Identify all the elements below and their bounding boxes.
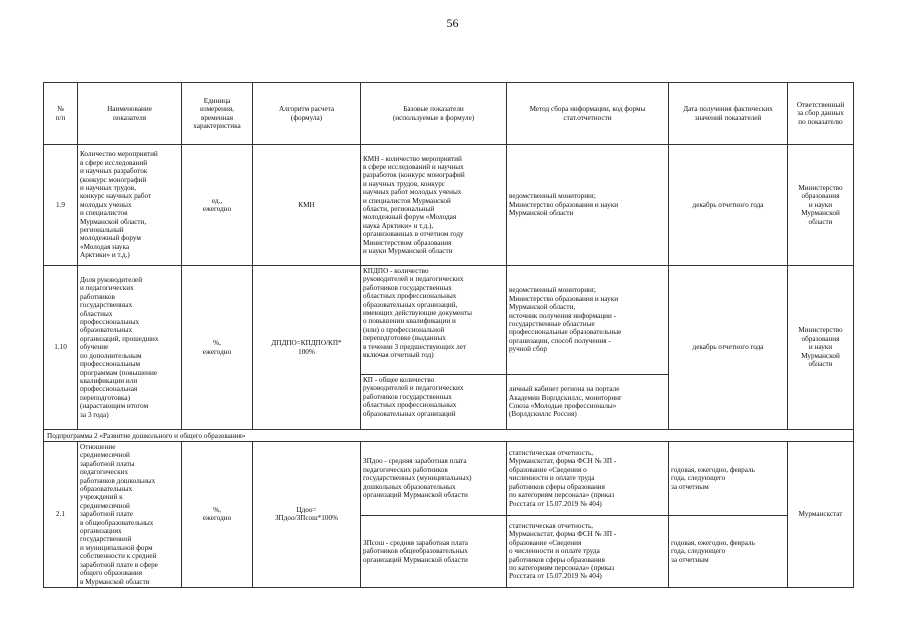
header-base: Базовые показатели (используемые в формуле) [361,83,507,145]
method-cell: статистическая отчетность, Мурманскстат, форма ФСН № ЗП - образование «Сведения о численности и оплате труда работников сферы образования по категориям персонала» (приказ Росстата от 15.07.2019 № 404) [507,442,669,516]
header-date: Дата получения фактических значений показателей [669,83,788,145]
header-method: Метод сбора информации, код формы стат.отчетности [507,83,669,145]
unit-cell: %, ежегодно [182,266,253,430]
indicators-table [43,82,854,588]
formula-cell: Цдоо= ЗПдоо/ЗПсош*100% [253,442,361,588]
responsible-cell: Министерство образования и науки Мурманской области [788,145,854,266]
row-num: 2.1 [44,442,78,588]
responsible-cell: Мурманскстат [788,442,854,588]
indicator-name: Количество мероприятий в сфере исследований и научных разработок (конкурс монографий и научных трудов, конкурс научных работ молодых ученых и специалистов Мурманской области, региональный молодежный форум «Молодая наука Арктики» и т.д.) [78,145,182,266]
header-num: № п/п [44,83,78,145]
date-cell: годовая, ежегодно, февраль года, следующего за отчетным [669,442,788,516]
date-cell: годовая, ежегодно, февраль года, следующего за отчетным [669,516,788,588]
unit-cell: %, ежегодно [182,442,253,588]
formula-cell: КМН [253,145,361,266]
indicator-name: Доля руководителей и педагогических работников государственных областных профессиональных образовательных организаций, прошедших обучение по дополнительным профессиональным программам (повышение квалификации или профессиональная переподготовка) (нарастающим итогом за 3 года) [78,266,182,430]
method-cell: личный кабинет региона на портале Академии Ворлдскиллс, мониторинг Союза «Молодые профессионалы» (Ворлдскиллс Россия) [507,375,669,430]
table-row [44,145,854,266]
row-num: 1.9 [44,145,78,266]
responsible-cell: Министерство образования и науки Мурманской области [788,266,854,430]
header-responsible: Ответственный за сбор данных по показателю [788,83,854,145]
base-indicators-cell: КП - общее количество руководителей и педагогических работников государственных областных профессиональных образовательных организаций [361,375,507,430]
base-indicators-cell: КМН - количество мероприятий в сфере исследований и научных разработок (конкурс монографий и научных трудов, конкурс научных работ молодых ученых и специалистов Мурманской области, региональный молодежный форум «Молодая наука Арктики» и т.д.), организованных в отчетном году Министерством образования и науки Мурманской области [361,145,507,266]
formula-cell: ДПДПО=КПДПО/КП* 100% [253,266,361,430]
method-cell: ведомственный мониторинг, Министерство образования и науки Мурманской области [507,145,669,266]
row-num: 1.10 [44,266,78,430]
header-formula: Алгоритм расчета (формула) [253,83,361,145]
method-cell: ведомственный мониторинг, Министерство образования и науки Мурманской области, источник получения информации - государственные областные профессиональные образовательные организации, способ получения - ручной сбор [507,266,669,375]
header-row [44,83,854,145]
header-unit: Единица измерения, временная характеристика [182,83,253,145]
date-cell: декабрь отчетного года [669,145,788,266]
method-cell: статистическая отчетность, Мурманскстат, форма ФСН № ЗП - образование «Сведения о численности и оплате труда работников сферы образования по категориям персонала» (приказ Росстата от 15.07.2019 № 404) [507,516,669,588]
subprogram-title: Подпрограмма 2 «Развитие дошкольного и общего образования» [44,430,854,442]
base-indicators-cell: ЗПсош - средняя заработная плата работников общеобразовательных организаций Мурманской области [361,516,507,588]
table-row [44,442,854,516]
base-indicators-cell: КПДПО - количество руководителей и педагогических работников государственных областных профессиональных образовательных организаций, имеющих действующие документы о повышении квалификации и (или) о профессиональной переподготовке (выданных в течении 3 предшествующих лет включая отчетный год) [361,266,507,375]
header-name: Наименование показателя [78,83,182,145]
table-row [44,266,854,375]
date-cell: декабрь отчетного года [669,266,788,430]
subprogram-row [44,430,854,442]
page-number: 56 [446,16,459,30]
unit-cell: ед., ежегодно [182,145,253,266]
base-indicators-cell: ЗПдоо - средняя заработная плата педагогических работников государственных (муниципальных) дошкольных образовательных организаций Мурманской области [361,442,507,516]
indicator-name: Отношение среднемесячной заработной платы педагогических работников дошкольных образовательных учреждений к среднемесячной заработной плате в общеобразовательных организациях государственной и муниципальной форм собственности к средней заработной плате в сфере общего образования в Мурманской области [78,442,182,588]
